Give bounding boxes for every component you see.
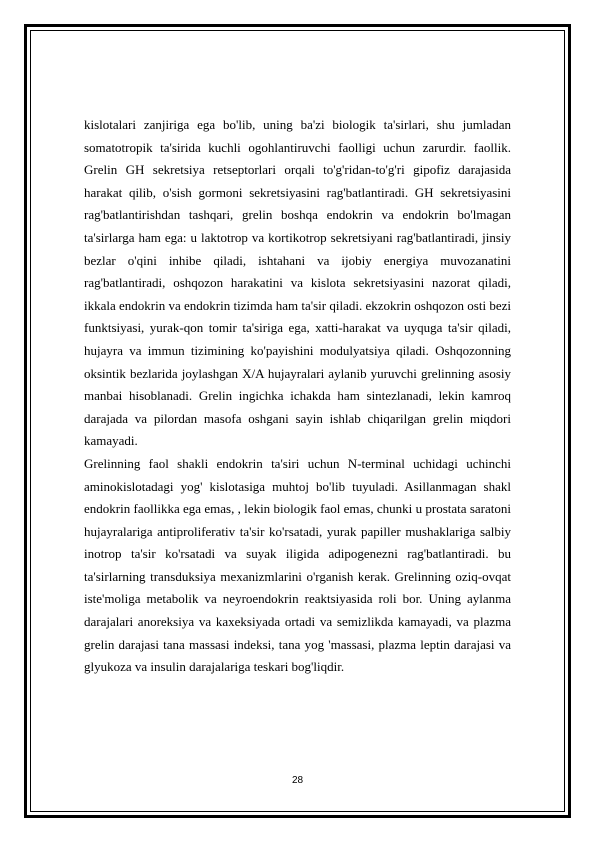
body-text xyxy=(84,114,511,679)
page-number: 28 xyxy=(291,775,304,786)
paragraph-1: kislotalari zanjiriga ega bo'lib, uning ba'zi biologik ta'sirlari, shu jumladan somatotropik ta'sirida kuchli ogohlantiruvchi faolligi uchun zarurdir. faollik. Grelin GH sekretsiya retseptorlari orqali to'g'ridan-to'g'ri gipofiz darajasida harakat qilib, o'sish gormoni sekretsiyasini rag'batlantiradi. GH sekretsiyasini rag'batlantirishdan tashqari, grelin boshqa endokrin va endokrin bo'lmagan ta'sirlarga ham ega: u laktotrop va kortikotrop sekretsiyani rag'batlantiradi, jinsiy bezlar o'qini inhibe qiladi, ishtahani va ijobiy energiya muvozanatini rag'batlantiradi, oshqozon harakatini va kislota sekretsiyasini nazorat qiladi, ikkala endokrin va endokrin tizimda ham ta'sir qiladi. ekzokrin oshqozon osti bezi funktsiyasi, yurak-qon tomir ta'siriga ega, xatti-harakat va uyquga ta'sir qiladi, hujayra va immun tizimining ko'payishini modulyatsiya qiladi. Oshqozonning oksintik bezlarida joylashgan X/A hujayralari aylanib yuruvchi grelinning asosiy manbai hisoblanadi. Grelin ingichka ichakda ham sintezlanadi, lekin kamroq darajada va pilordan masofa oshgani sayin ishlab chiqarilgan grelin miqdori kamayadi. xyxy=(84,117,511,449)
paragraph-2: Grelinning faol shakli endokrin ta'siri uchun N-terminal uchidagi uchinchi aminokislotadagi yog' kislotasiga muhtoj bo'lib tuyuladi. Asillanmagan shakl endokrin faollikka ega emas, , lekin biologik faol emas, chunki u prostata saratoni hujayralariga antiproliferativ ta'sir ko'rsatadi, yurak papiller mushaklariga salbiy inotrop ta'sir ko'rsatadi va suyak iligida adipogenezni rag'batlantiradi. bu ta'sirlarning transduksiya mexanizmlarini o'rganish kerak. Grelinning oziq-ovqat iste'moliga metabolik va neyroendokrin reaktsiyasida roli bor. Uning aylanma darajalari anoreksiya va kaxeksiyada ortadi va semizlikda kamayadi, va plazma grelin darajasi tana massasi indeksi, tana yog 'massasi, plazma leptin darajasi va glyukoza va insulin darajalariga teskari bog'liqdir. xyxy=(84,455,511,675)
